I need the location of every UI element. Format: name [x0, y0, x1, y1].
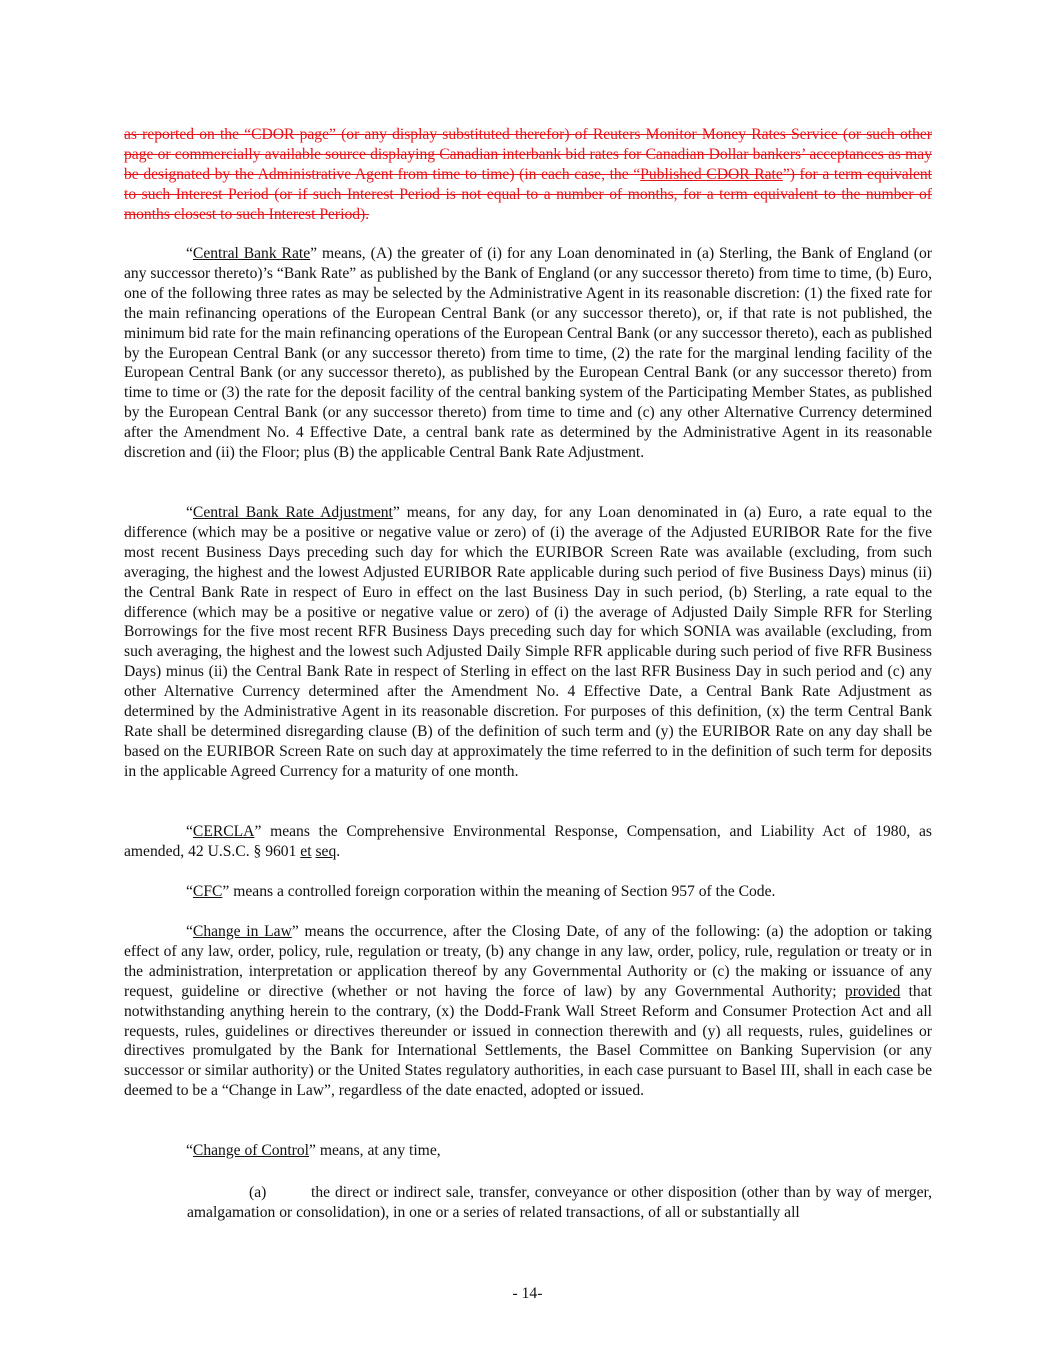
definition-cfc — [124, 882, 932, 902]
definition-change-in-law — [124, 922, 932, 1101]
definition-cercla — [124, 822, 932, 862]
clause-text: the direct or indirect sale, transfer, conveyance or other disposition (other than by way of merger, amalgamation or consolidation), in one or a series of related transactions, of all or substantially all — [187, 1184, 932, 1221]
definition-text: ” means a controlled foreign corporation within the meaning of Section 957 of the Code. — [222, 883, 776, 900]
seq-text: seq — [315, 842, 337, 860]
defined-term-cercla: CERCLA — [192, 823, 255, 840]
open-quote: “ — [186, 823, 193, 840]
definition-central-bank-rate-adjustment — [124, 503, 932, 782]
open-quote: “ — [186, 1142, 193, 1159]
definition-central-bank-rate — [124, 244, 932, 463]
defined-term-change-in-law: Change in Law — [192, 923, 292, 940]
definition-change-of-control — [124, 1141, 932, 1161]
period: . — [336, 842, 341, 860]
definition-text: ” means, for any day, for any Loan denominated in (a) Euro, a rate equal to the difference (which may be a positive or negative value or zero) of (i) the average of the Adjusted EURIBOR Rate for the five most recent Business Days preceding such day for which the EURIBOR Screen Rate was available (excluding, from such averaging, the highest and the lowest Adjusted EURIBOR Rate applicable during such period of five Business Days) minus (ii) the Central Bank Rate in respect of Euro in effect on the last Business Day in such period, (b) Sterling, a rate equal to the difference (which may be a positive or negative value or zero) of (i) the average of Adjusted Daily Simple RFR for Sterling Borrowings for the five most recent RFR Business Days preceding such day for which SONIA was available (excluding, from such averaging, the highest and the lowest such Adjusted Daily Simple RFR applicable during such period of five RFR Business Days) minus (ii) the Central Bank Rate in respect of Sterling in effect on the last RFR Business Day in such period and (c) any other Alternative Currency determined after the Amendment No. 4 Effective Date, a Central Bank Rate Adjustment as determined by the Administrative Agent in its reasonable discretion. For purposes of this definition, (x) the term Central Bank Rate shall be determined disregarding clause (B) of the definition of such term and (y) the EURIBOR Rate on any day shall be based on the EURIBOR Screen Rate on such day at approximately the time referred to in the definition of such term for deposits in the applicable Agreed Currency for a maturity of one month. — [124, 504, 933, 780]
definition-text: ” means the Comprehensive Environmental Response, Compensation, and Liability Act of 1980, as amended, 42 U.S.C. § 9601 — [124, 823, 932, 860]
defined-term-cfc: CFC — [192, 883, 223, 900]
defined-term-central-bank-rate-adjustment: Central Bank Rate Adjustment — [192, 504, 393, 521]
page-number: - 14- — [512, 1285, 543, 1302]
definition-text-1: ” means the occurrence, after the Closing Date, of any of the following: (a) the adoption or taking effect of any law, order, policy, rule, regulation or treaty, (b) any change in any law, order, policy, rule, regulation or treaty or in the administration, interpretation or application thereof by any Governmental Authority or (c) the making or issuance of any request, guideline or directive (whether or not having the force of law) by any Governmental Authority; — [124, 923, 932, 1000]
definition-text-2: that notwithstanding anything herein to the contrary, (x) the Dodd-Frank Wall Street Reform and Consumer Protection Act and all requests, rules, guidelines or directives thereunder or issued in connection therewith and (y) all requests, rules, guidelines or directives promulgated by the Bank for International Settlements, the Basel Committee on Banking Supervision (or any successor or similar authority) or the United States regulatory authorities, in each case pursuant to Basel III, shall in each case be deemed to be a “Change in Law”, regardless of the date enacted, adopted or issued. — [124, 982, 932, 1100]
defined-term-change-of-control: Change of Control — [192, 1142, 309, 1159]
defined-term-central-bank-rate: Central Bank Rate — [192, 245, 311, 262]
open-quote: “ — [186, 504, 193, 521]
defined-term-published-cdor-rate: Published CDOR Rate — [640, 165, 783, 183]
definition-text: ” means, at any time, — [309, 1142, 441, 1159]
clause-a — [187, 1183, 932, 1223]
provided-text: provided — [844, 982, 901, 1000]
open-quote: “ — [186, 245, 193, 262]
struck-text-2: ”) for a term equivalent to such Interest Period (or if such Interest Period is not equal to a number of months, for a term equivalent to the number of months closest to such Interest Period). — [124, 165, 932, 223]
open-quote: “ — [186, 883, 193, 900]
definition-text: ” means, (A) the greater of (i) for any Loan denominated in (a) Sterling, the Bank of England (or any successor thereto)’s “Bank Rate” as published by the Bank of England (or any successor thereto) from time to time, (b) Euro, one of the following three rates as may be selected by the Administrative Agent in its reasonable discretion: (1) the fixed rate for the main refinancing operations of the European Central Bank (or any successor thereto), or, if that rate is not published, the minimum bid rate for the main refinancing operations of the European Central Bank (or any successor thereto), each as published by the European Central Bank (or any successor thereto) from time to time, (2) the rate for the marginal lending facility of the European Central Bank (or any successor thereto), as published by the European Central Bank (or any successor thereto) from time to time or (3) the rate for the deposit facility of the central banking system of the Participating Member States, as published by the European Central Bank (or any successor thereto) from time to time and (c) any other Alternative Currency determined after the Amendment No. 4 Effective Date, a central bank rate as determined by the Administrative Agent in its reasonable discretion and (ii) the Floor; plus (B) the applicable Central Bank Rate Adjustment. — [124, 245, 933, 462]
clause-number: (a) — [249, 1184, 267, 1201]
open-quote: “ — [186, 923, 193, 940]
struck-cdor-paragraph — [124, 125, 932, 225]
et-text: et — [300, 842, 312, 860]
struck-text-1: as reported on the “CDOR page” (or any display substituted therefor) of Reuters Monitor Money Rates Service (or such other page or commercially available source displaying Canadian interbank bid rates for Canadian Dollar bankers’ acceptances as may be designated by the Administrative Agent from time to time) (in each case, the “ — [124, 126, 932, 183]
